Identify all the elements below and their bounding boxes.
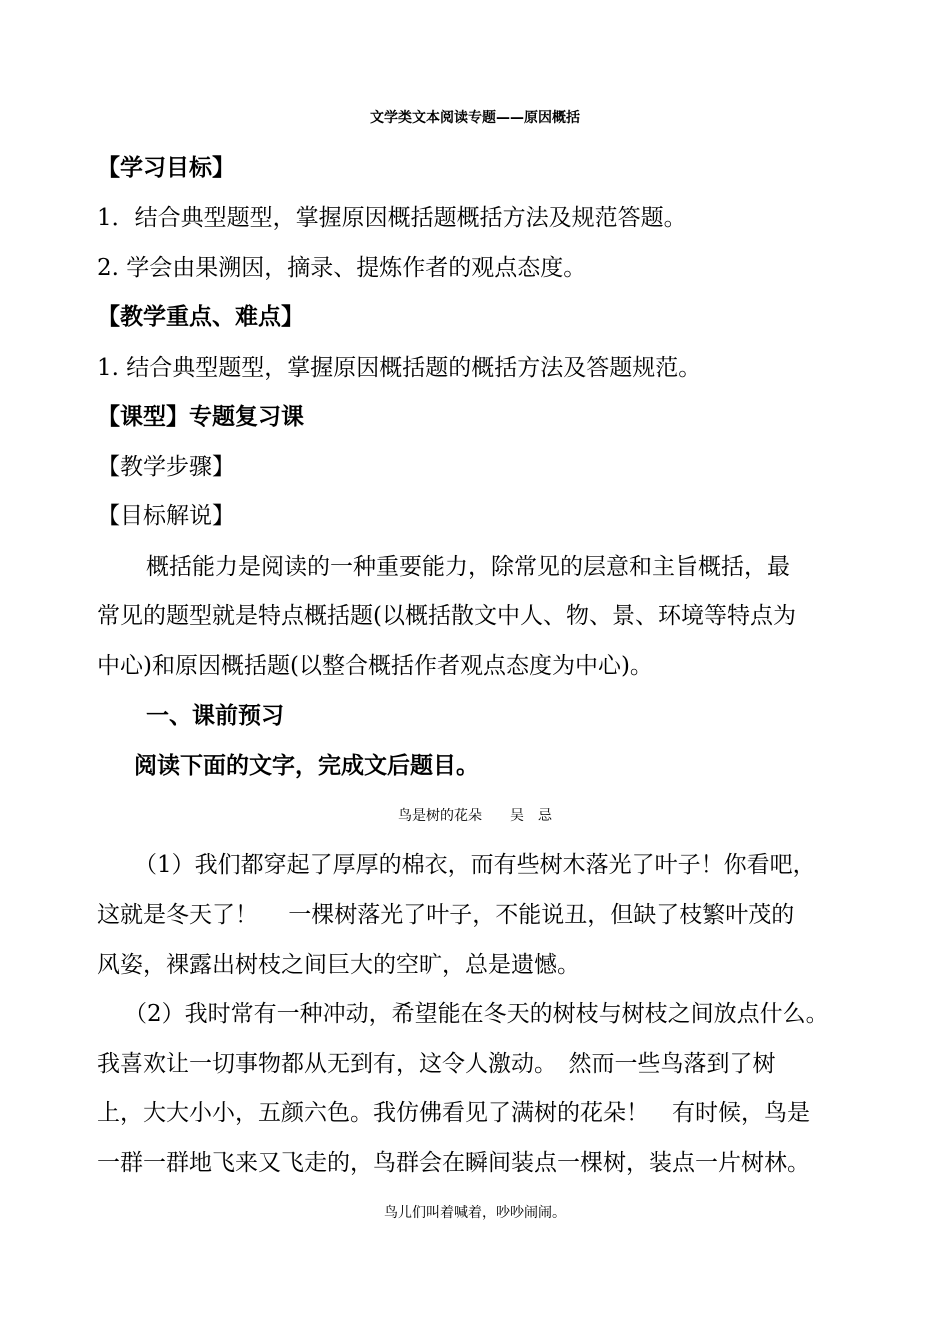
intro-line-3: 中心)和原因概括题(以整合概括作者观点态度为中心)。 [97,653,653,679]
article-para2-line-1: （2）我时常有一种冲动，希望能在冬天的树枝与树枝之间放点什么。 [124,1001,829,1027]
goal-explanation-heading: 【目标解说】 [97,503,235,529]
lesson-type-heading: 【课型】专题复习课 [97,404,304,430]
goal-item-2: 2. 学会由果溯因，摘录、提炼作者的观点态度。 [97,255,587,281]
goals-heading: 【学习目标】 [97,155,235,181]
article-para1-line-3: 风姿，裸露出树枝之间巨大的空旷，总是遗憾。 [97,952,580,978]
article-para1-line-1: （1）我们都穿起了厚厚的棉衣，而有些树木落光了叶子！你看吧， [134,852,816,878]
teaching-steps-heading: 【教学步骤】 [97,454,235,480]
article-title: 鸟是树的花朵 吴 忌 [398,808,552,824]
article-para2-line-4: 一群一群地飞来又飞走的，鸟群会在瞬间装点一棵树，装点一片树林。 [97,1150,810,1176]
article-para1-line-2: 这就是冬天了！ 一棵树落光了叶子，不能说丑，但缺了枝繁叶茂的 [97,902,795,928]
goal-item-1: 1．结合典型题型，掌握原因概括题概括方法及规范答题。 [97,205,687,231]
keypoints-heading: 【教学重点、难点】 [97,304,304,330]
intro-line-1: 概括能力是阅读的一种重要能力，除常见的层意和主旨概括，最 [146,554,790,580]
keypoint-item-1: 1. 结合典型题型，掌握原因概括题的概括方法及答题规范。 [97,355,702,381]
article-para2-line-2: 我喜欢让一切事物都从无到有，这令人激动。 然而一些鸟落到了树 [97,1051,776,1077]
document-title: 文学类文本阅读专题——原因概括 [370,110,580,126]
intro-line-2: 常见的题型就是特点概括题(以概括散文中人、物、景、环境等特点为 [97,603,796,629]
preview-heading: 一、课前预习 [146,703,284,729]
article-last-line: 鸟儿们叫着喊着，吵吵闹闹。 [384,1205,566,1221]
reading-instruction: 阅读下面的文字，完成文后题目。 [134,753,479,779]
article-para2-line-3: 上，大大小小，五颜六色。我仿佛看见了满树的花朵！ 有时候，鸟是 [97,1100,810,1126]
